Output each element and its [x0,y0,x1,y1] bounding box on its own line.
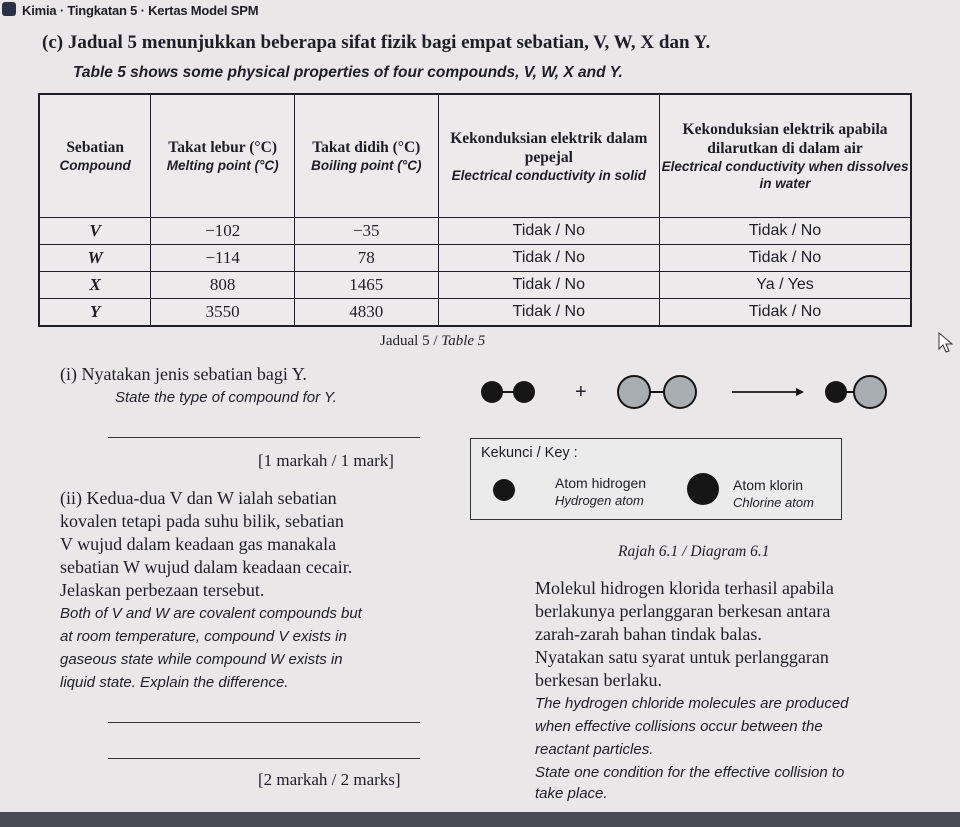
plus-sign: + [575,381,587,403]
key-chlorine-label: Atom klorin [733,477,804,493]
right-english-line: State one condition for the effective collision to [535,764,845,781]
chlorine-molecule-icon [618,376,696,408]
header-compound: Sebatian Compound [39,94,151,218]
answer-line-i[interactable] [108,437,420,438]
part-ii-malay-line: Jelaskan perbezaan tersebut. [60,580,265,600]
part-ii-malay-line: (ii) Kedua-dua V dan W ialah sebatian [60,488,337,508]
part-i-malay: (i) Nyatakan jenis sebatian bagi Y. [60,364,307,384]
key-title: Kekunci / Key : [481,445,578,461]
key-chlorine-label-english: Chlorine atom [733,495,814,510]
part-i-english: State the type of compound for Y. [115,389,337,406]
right-english-line: The hydrogen chloride molecules are produced [535,695,849,712]
part-ii-english-line: gaseous state while compound W exists in [60,651,343,668]
marks-i: [1 markah / 1 mark] [258,451,394,470]
hydrogen-molecule-icon [481,381,535,403]
boiling-cell: 1465 [294,272,438,299]
part-ii-malay-line: kovalen tetapi pada suhu bilik, sebatian [60,511,344,531]
header-boiling-point: Takat didih (°C) Boiling point (°C) [294,94,438,218]
melting-cell: 808 [151,272,295,299]
table-caption-english: Table 5 [441,333,486,349]
answer-line-ii-1[interactable] [108,722,420,723]
solid-conductivity-cell: Tidak / No [438,245,660,272]
key-hydrogen-label: Atom hidrogen [555,475,647,491]
part-ii-malay-line: V wujud dalam keadaan gas manakala [60,534,337,554]
hydrogen-atom-icon [493,479,515,501]
diagram-caption: Rajah 6.1 / Diagram 6.1 [618,543,770,560]
diagram-key [470,438,842,520]
part-ii-english-line: liquid state. Explain the difference. [60,674,289,691]
solid-conductivity-cell: Tidak / No [438,299,660,327]
part-ii-english-line: at room temperature, compound V exists in [60,628,347,645]
reaction-arrow-icon [732,388,804,396]
right-malay-line: berkesan berlaku. [535,670,662,690]
cursor-icon [938,332,956,354]
right-malay-line: Nyatakan satu syarat untuk perlanggaran [535,647,829,667]
table-row [39,245,911,272]
right-english-line: when effective collisions occur between the [535,718,823,735]
reaction-diagram [470,362,910,422]
water-conductivity-cell: Tidak / No [660,299,911,327]
right-malay-line: Molekul hidrogen klorida terhasil apabila [535,578,834,598]
table-row [39,218,911,245]
compound-cell: W [39,245,151,272]
right-malay-line: berlakunya perlanggaran berkesan antara [535,601,831,621]
properties-table [38,93,912,327]
publisher-logo-icon [2,2,16,16]
solid-conductivity-cell: Tidak / No [438,218,660,245]
table-row [39,299,911,327]
table-header-row [39,94,911,218]
marks-ii: [2 markah / 2 marks] [258,770,401,789]
hydrogen-chloride-molecule-icon [825,376,886,408]
page-bottom-edge [0,812,960,827]
page-header [0,0,960,22]
melting-cell: −114 [151,245,295,272]
part-ii-malay-line: sebatian W wujud dalam keadaan cecair. [60,557,353,577]
table-row [39,272,911,299]
table-caption-malay: Jadual 5 / [380,333,438,349]
compound-cell: X [39,272,151,299]
part-ii-english-line: Both of V and W are covalent compounds but [60,605,362,622]
water-conductivity-cell: Ya / Yes [660,272,911,299]
question-c-english: Table 5 shows some physical properties of four compounds, V, W, X and Y. [73,64,623,81]
question-c-malay: (c) Jadual 5 menunjukkan beberapa sifat fizik bagi empat sebatian, V, W, X dan Y. [42,32,711,53]
right-english-line: reactant particles. [535,741,654,758]
right-english-line: take place. [535,785,608,802]
melting-cell: 3550 [151,299,295,327]
header-conductivity-water: Kekonduksian elektrik apabila dilarutkan di dalam air Electrical conductivity when dissolves in water [660,94,911,218]
table-caption [380,333,485,350]
key-hydrogen-label-english: Hydrogen atom [555,493,644,508]
solid-conductivity-cell: Tidak / No [438,272,660,299]
boiling-cell: 4830 [294,299,438,327]
right-malay-line: zarah-zarah bahan tindak balas. [535,624,762,644]
header-melting-point: Takat lebur (°C) Melting point (°C) [151,94,295,218]
boiling-cell: 78 [294,245,438,272]
chlorine-atom-icon [687,473,719,505]
header-text: Kimia · Tingkatan 5 · Kertas Model SPM [22,3,259,18]
header-conductivity-solid: Kekonduksian elektrik dalam pepejal Electrical conductivity in solid [438,94,660,218]
water-conductivity-cell: Tidak / No [660,245,911,272]
answer-line-ii-2[interactable] [108,758,420,759]
compound-cell: V [39,218,151,245]
melting-cell: −102 [151,218,295,245]
compound-cell: Y [39,299,151,327]
boiling-cell: −35 [294,218,438,245]
water-conductivity-cell: Tidak / No [660,218,911,245]
